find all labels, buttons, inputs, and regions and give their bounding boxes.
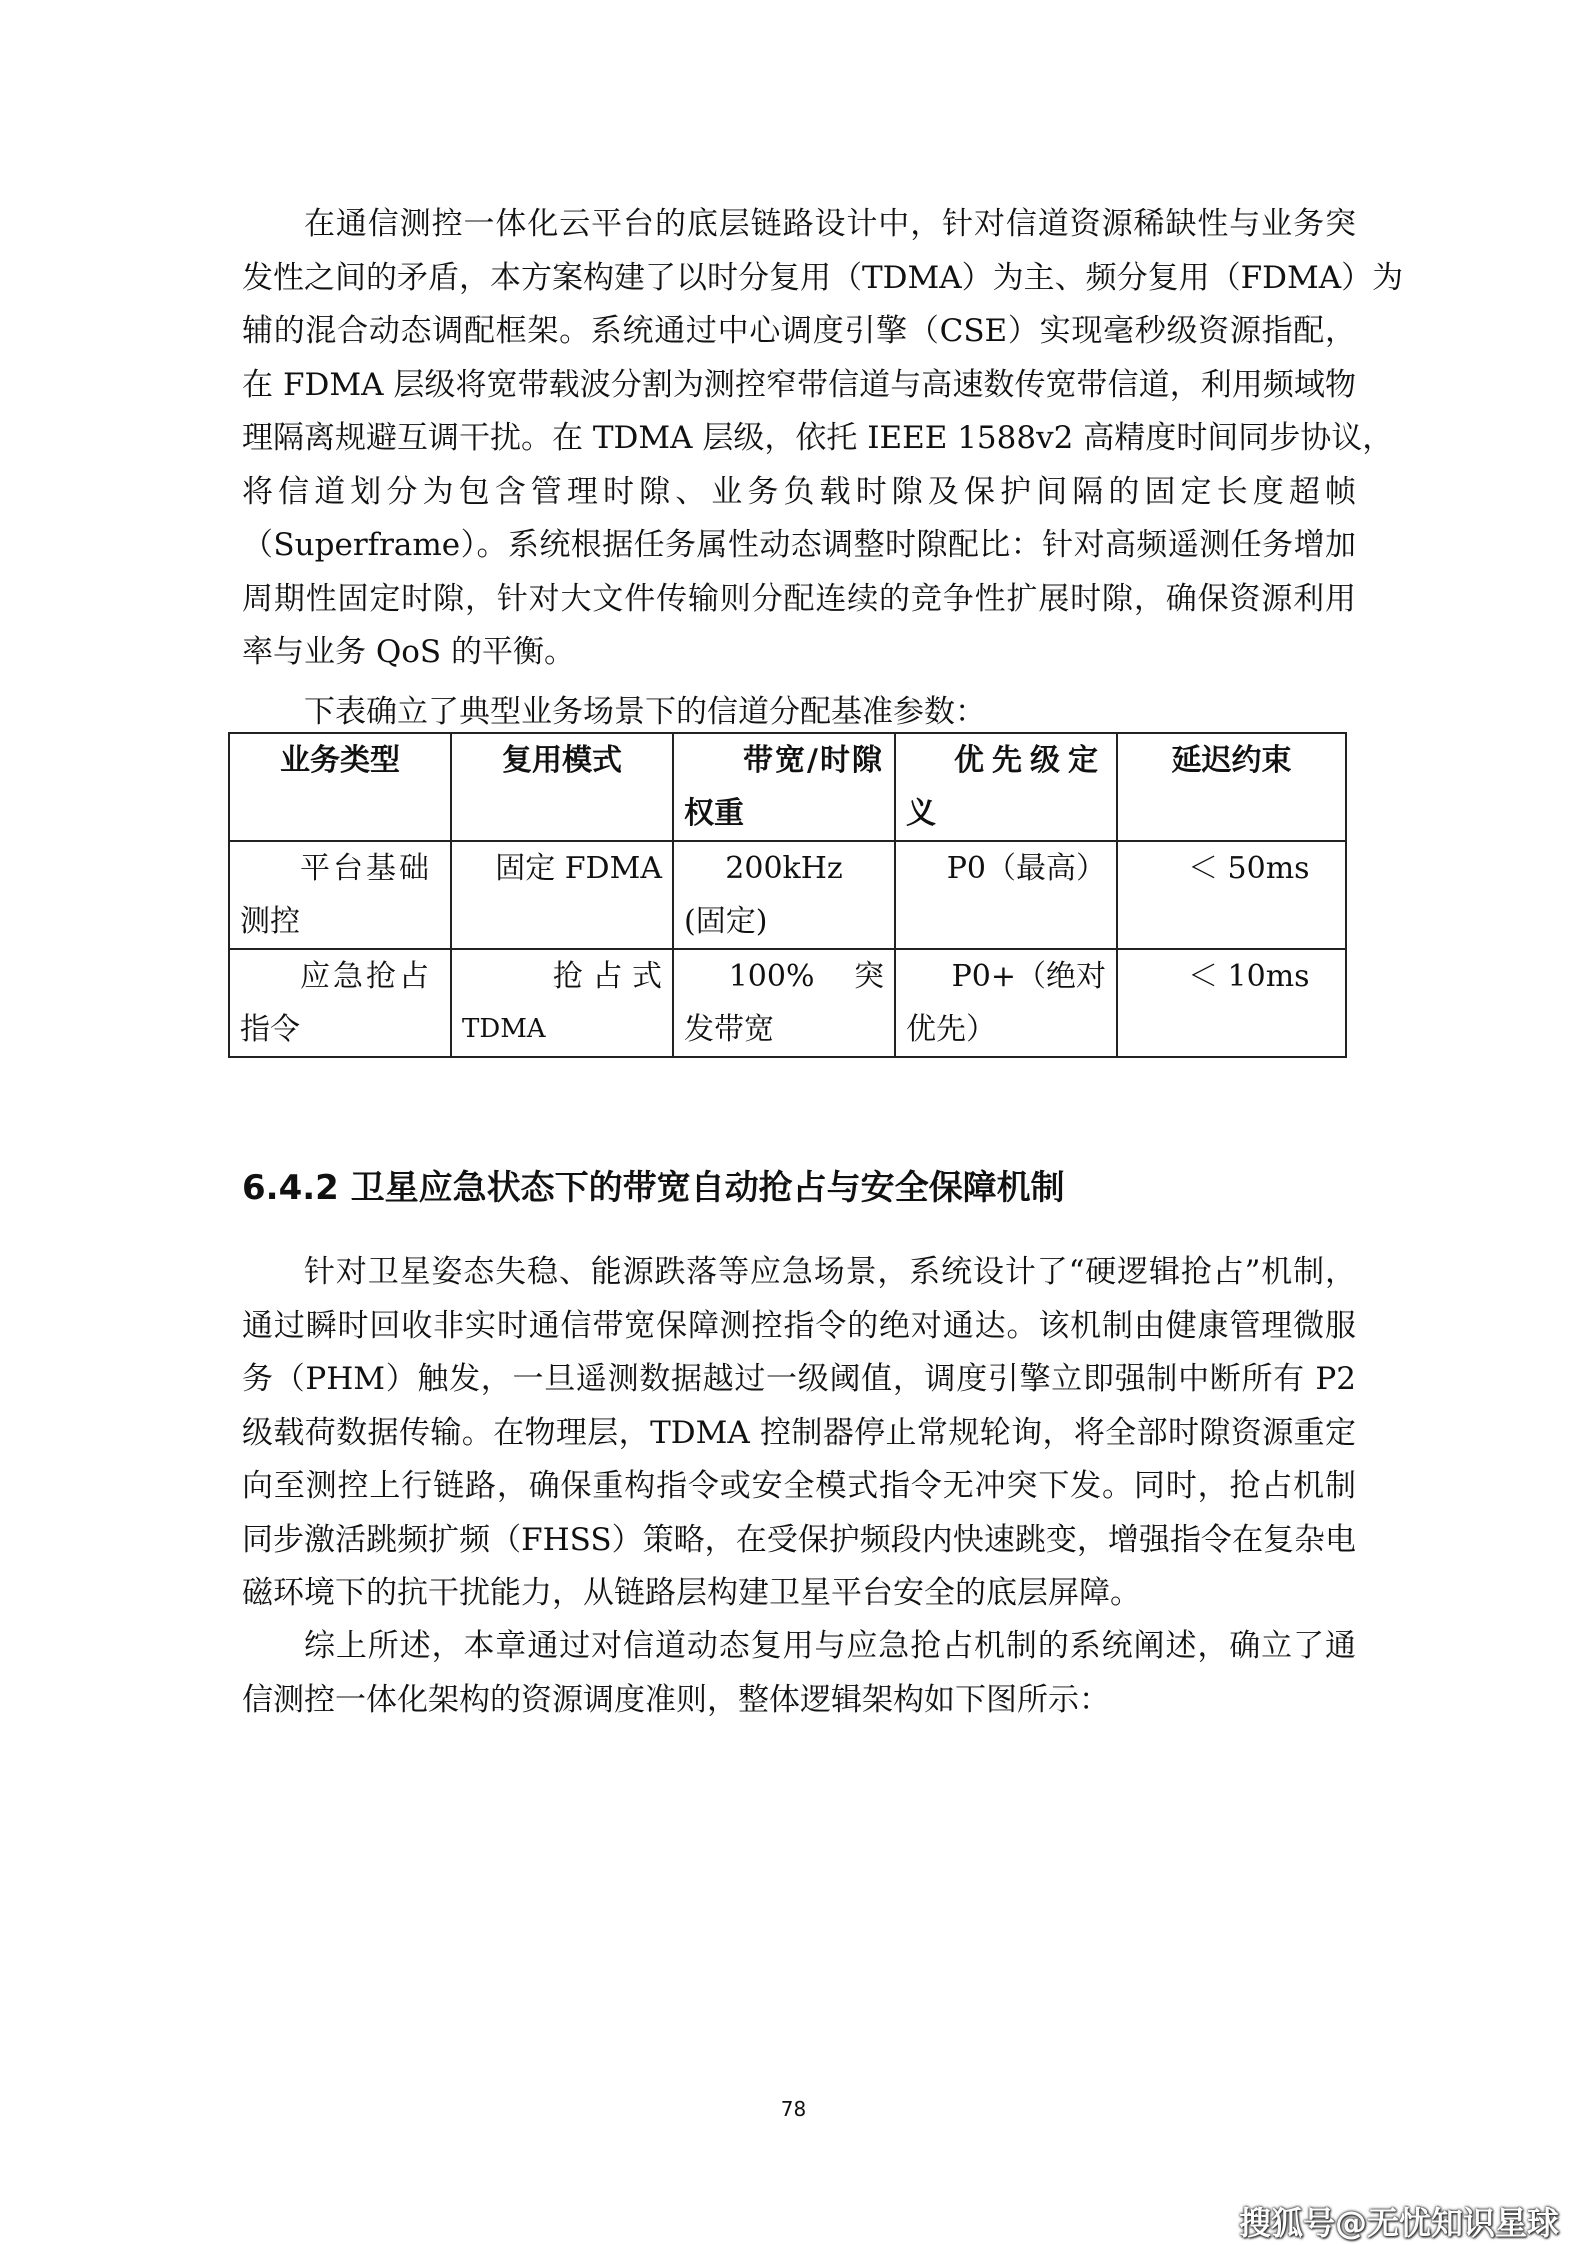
cell-line: 优先级定 [954,743,1106,778]
header-bandwidth-weight [673,733,895,841]
text-line: 针对卫星姿态失稳、能源跌落等应急场景，系统设计了“硬逻辑抢占”机制， [304,1254,1356,1290]
header-latency [1117,733,1346,841]
table-cell [673,949,895,1057]
cell-line: 平台基础 [300,851,432,886]
table-cell [895,949,1117,1057]
text-line: 磁环境下的抗干扰能力，从链路层构建卫星平台安全的底层屏障。 [242,1575,1141,1611]
text-line: 务（PHM）触发，一旦遥测数据越过一级阈值，调度引擎立即强制中断所有 P2 [242,1361,1356,1397]
paragraph-channel-design [242,198,1404,680]
cell-line: P0+（绝对 [951,959,1106,994]
text-line: 辅的混合动态调配框架。系统通过中心调度引擎（CSE）实现毫秒级资源指配， [242,313,1356,349]
cell-line: 业务类型 [280,743,400,778]
text-line: 将信道划分为包含管理时隙、业务负载时隙及保护间隔的固定长度超帧 [242,473,1356,510]
paragraph-summary [242,1620,1356,1727]
table-cell [451,949,673,1057]
cell-line: 优先） [906,1012,996,1047]
text-line: 通过瞬时回收非实时通信带宽保障测控指令的绝对通达。该机制由健康管理微服 [242,1307,1356,1344]
cell-line: P0（最高） [946,851,1106,886]
cell-line: 复用模式 [502,743,622,778]
text-line: 下表确立了典型业务场景下的信道分配基准参数： [304,694,986,730]
text-line: 发性之间的矛盾，本方案构建了以时分复用（TDMA）为主、频分复用（FDMA）为 [242,259,1404,296]
cell-line: 固定 FDMA [495,851,662,886]
text-line: 综上所述，本章通过对信道动态复用与应急抢占机制的系统阐述，确立了通 [304,1628,1356,1664]
table-cell [1117,841,1346,949]
table-row [229,949,1346,1057]
table-cell [229,841,451,949]
text-line: 在通信测控一体化云平台的底层链路设计中，针对信道资源稀缺性与业务突 [304,206,1356,242]
header-multiplex-mode [451,733,673,841]
table-cell [1117,949,1346,1057]
channel-allocation-table [228,732,1347,1058]
table-cell [673,841,895,949]
paragraph-emergency-preemption [242,1246,1356,1621]
text-line: 率与业务 QoS 的平衡。 [242,634,576,670]
table-cell [229,949,451,1057]
cell-line: 应急抢占 [300,959,432,994]
text-line: 在 FDMA 层级将宽带载波分割为测控窄带信道与高速数传宽带信道，利用频域物 [242,366,1356,403]
cell-line: 指令 [240,1012,300,1047]
cell-line: (固定) [684,904,768,939]
cell-line: 200kHz [725,851,843,886]
text-line: 周期性固定时隙，针对大文件传输则分配连续的竞争性扩展时隙，确保资源利用 [242,580,1356,617]
cell-line: 测控 [240,904,300,939]
table-cell [895,841,1117,949]
section-heading: 6.4.2 卫星应急状态下的带宽自动抢占与安全保障机制 [242,1168,1065,1208]
cell-line: 100% 突 [728,959,884,994]
cell-line: 带宽/时隙 [743,743,884,778]
text-line: 向至测控上行链路，确保重构指令或安全模式指令无冲突下发。同时，抢占机制 [242,1468,1356,1504]
header-business-type [229,733,451,841]
cell-line: ＜ 50ms [1188,851,1310,886]
source-watermark: 搜狐号@无忧知识星球 [1238,2204,1559,2242]
cell-line: ＜ 10ms [1188,959,1310,994]
text-line: （Superframe）。系统根据任务属性动态调整时隙配比：针对高频遥测任务增加 [242,527,1356,563]
cell-line: TDMA [462,1014,546,1044]
text-line: 同步激活跳频扩频（FHSS）策略，在受保护频段内快速跳变，增强指令在复杂电 [242,1521,1356,1558]
cell-line: 延迟约束 [1171,743,1292,778]
cell-line: 抢 占 式 [552,959,662,994]
table-header-row [229,733,1346,841]
cell-line: 发带宽 [684,1012,774,1047]
text-line: 理隔离规避互调干扰。在 TDMA 层级，依托 IEEE 1588v2 高精度时间同步协议， [242,420,1394,456]
table-row [229,841,1346,949]
text-line: 信测控一体化架构的资源调度准则，整体逻辑架构如下图所示： [242,1681,1110,1718]
table-cell [451,841,673,949]
page-number: 78 [780,2097,807,2121]
cell-line: 权重 [684,796,744,831]
text-line: 级载荷数据传输。在物理层，TDMA 控制器停止常规轮询，将全部时隙资源重定 [242,1414,1356,1451]
header-priority [895,733,1117,841]
cell-line: 义 [906,796,936,831]
